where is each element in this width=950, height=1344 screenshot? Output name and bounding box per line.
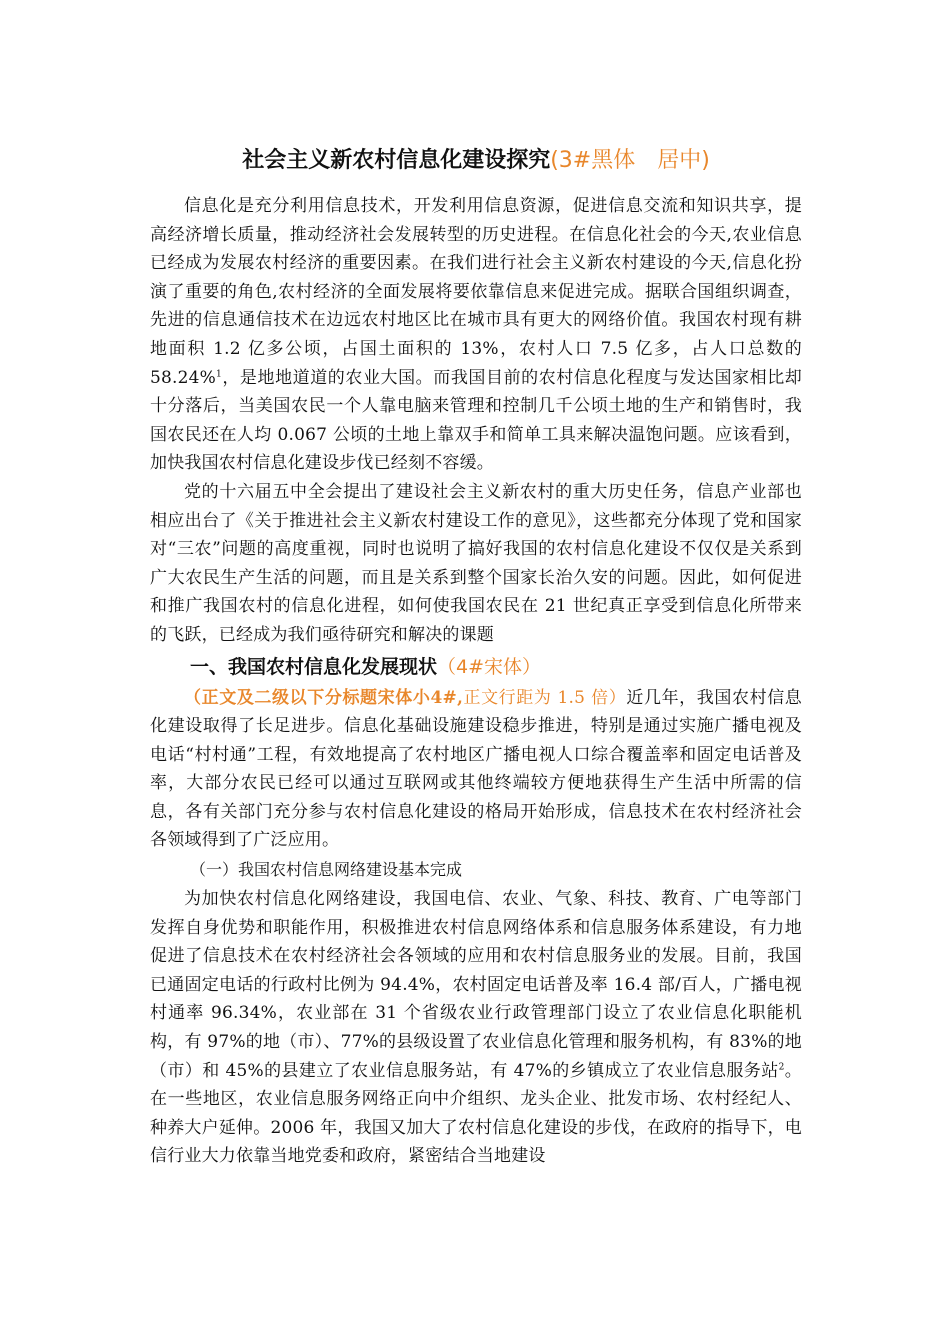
paragraph-status-text: 近几年，我国农村信息化建设取得了长足进步。信息化基础设施建设稳步推进，特别是通过实施广播电视及电话“村村通”工程，有效地提高了农村地区广播电视人口综合覆盖率和固定电话普及率，大部分农民已经可以通过互联网或其他终端较方便地获得生产生活中所需的信息，各有关部门充分参与农村信息化建设的格局开始形成，信息技术在农村经济社会各领域得到了广泛应用。: [150, 687, 802, 851]
subsection-heading-1: （一）我国农村信息网络建设基本完成: [190, 860, 463, 880]
document-page: [150, 140, 802, 1171]
footnote-ref-1: 1: [216, 368, 222, 379]
paragraph-status: [150, 684, 802, 856]
paragraph-network: [150, 885, 802, 1171]
footnote-ref-2: 2: [778, 1061, 785, 1072]
body-format-note-a: （正文及二级以下分标题宋体小: [184, 687, 431, 708]
paragraph-party-policy: 党的十六届五中全会提出了建设社会主义新农村的重大历史任务，信息产业部也相应出台了《关于推进社会主义新农村建设工作的意见》，这些都充分体现了党和国家对“三农”问题的高度重视，同时也说明了搞好我国的农村信息化建设不仅仅是关系到广大农民生产生活的问题，而且是关系到整个国家长治久安的问题。因此，如何促进和推广我国农村的信息化进程，如何使我国农民在 21 世纪真正享受到信息化所带来的飞跃，已经成为我们亟待研究和解决的课题: [150, 481, 802, 645]
paragraph-network-part-a: 为加快农村信息化网络建设，我国电信、农业、气象、科技、教育、广电等部门发挥自身优势和职能作用，积极推进农村信息网络体系和信息服务体系建设，有力地促进了信息技术在农村经济社会各领域的应用和农村信息服务业的发展。目前，我国已通固定电话的行政村比例为 94.4%，农村固定电话普及率 16.4 部/百人，广播电视村通率 96.34%，农业部在 31 个省级农业行政管理部门设立了农业信息化职能机构，有 97%的地（市）、77%的县级设置了农业信息化管理和服务机构，有 83%的地（市）和 45%的县建立了农业信息服务站，有 47%的乡镇成立了农业信息服务站: [150, 889, 802, 1081]
body-format-note-b: 4#,: [430, 687, 464, 708]
paragraph-network-part-b: 。在一些地区，农业信息服务网络正向中介组织、龙头企业、批发市场、农村经纪人、种养大户延伸。2006 年，我国又加大了农村信息化建设的步伐，在政府的指导下，电信行业大力依靠当地党委和政府，紧密结合当地建设: [150, 1060, 802, 1167]
title-format-note: (3#黑体 居中): [550, 148, 710, 173]
paragraph-intro-part-b: ，是地地道道的农业大国。而我国目前的农村信息化程度与发达国家相比却十分落后，当美国农民一个人靠电脑来管理和控制几千公顷土地的生产和销售时，我国农民还在人均 0.067 公顷的土地上靠双手和简单工具来解决温饱问题。应该看到，加快我国农村信息化建设步伐已经刻不容缓。: [150, 367, 802, 474]
document-title: [150, 140, 802, 182]
body-format-note-c: 正文行距为 1.5 倍）: [463, 687, 627, 708]
section-heading-1-format-note: （4#宋体）: [437, 655, 542, 678]
section-heading-1-text: 一、我国农村信息化发展现状: [190, 655, 438, 678]
section-heading-1: [150, 650, 802, 684]
title-text: 社会主义新农村信息化建设探究: [242, 148, 551, 173]
paragraph-intro-part-a: 信息化是充分利用信息技术，开发利用信息资源，促进信息交流和知识共享，提高经济增长质量，推动经济社会发展转型的历史进程。在信息化社会的今天,农业信息已经成为发展农村经济的重要因素。在我们进行社会主义新农村建设的今天,信息化扮演了重要的角色,农村经济的全面发展将要依靠信息来促进完成。据联合国组织调查，先进的信息通信技术在边远农村地区比在城市具有更大的网络价值。我国农村现有耕地面积 1.2 亿多公顷，占国土面积的 13%，农村人口 7.5 亿多，占人口总数的 58.24%: [150, 196, 802, 388]
paragraph-intro: [150, 192, 802, 478]
